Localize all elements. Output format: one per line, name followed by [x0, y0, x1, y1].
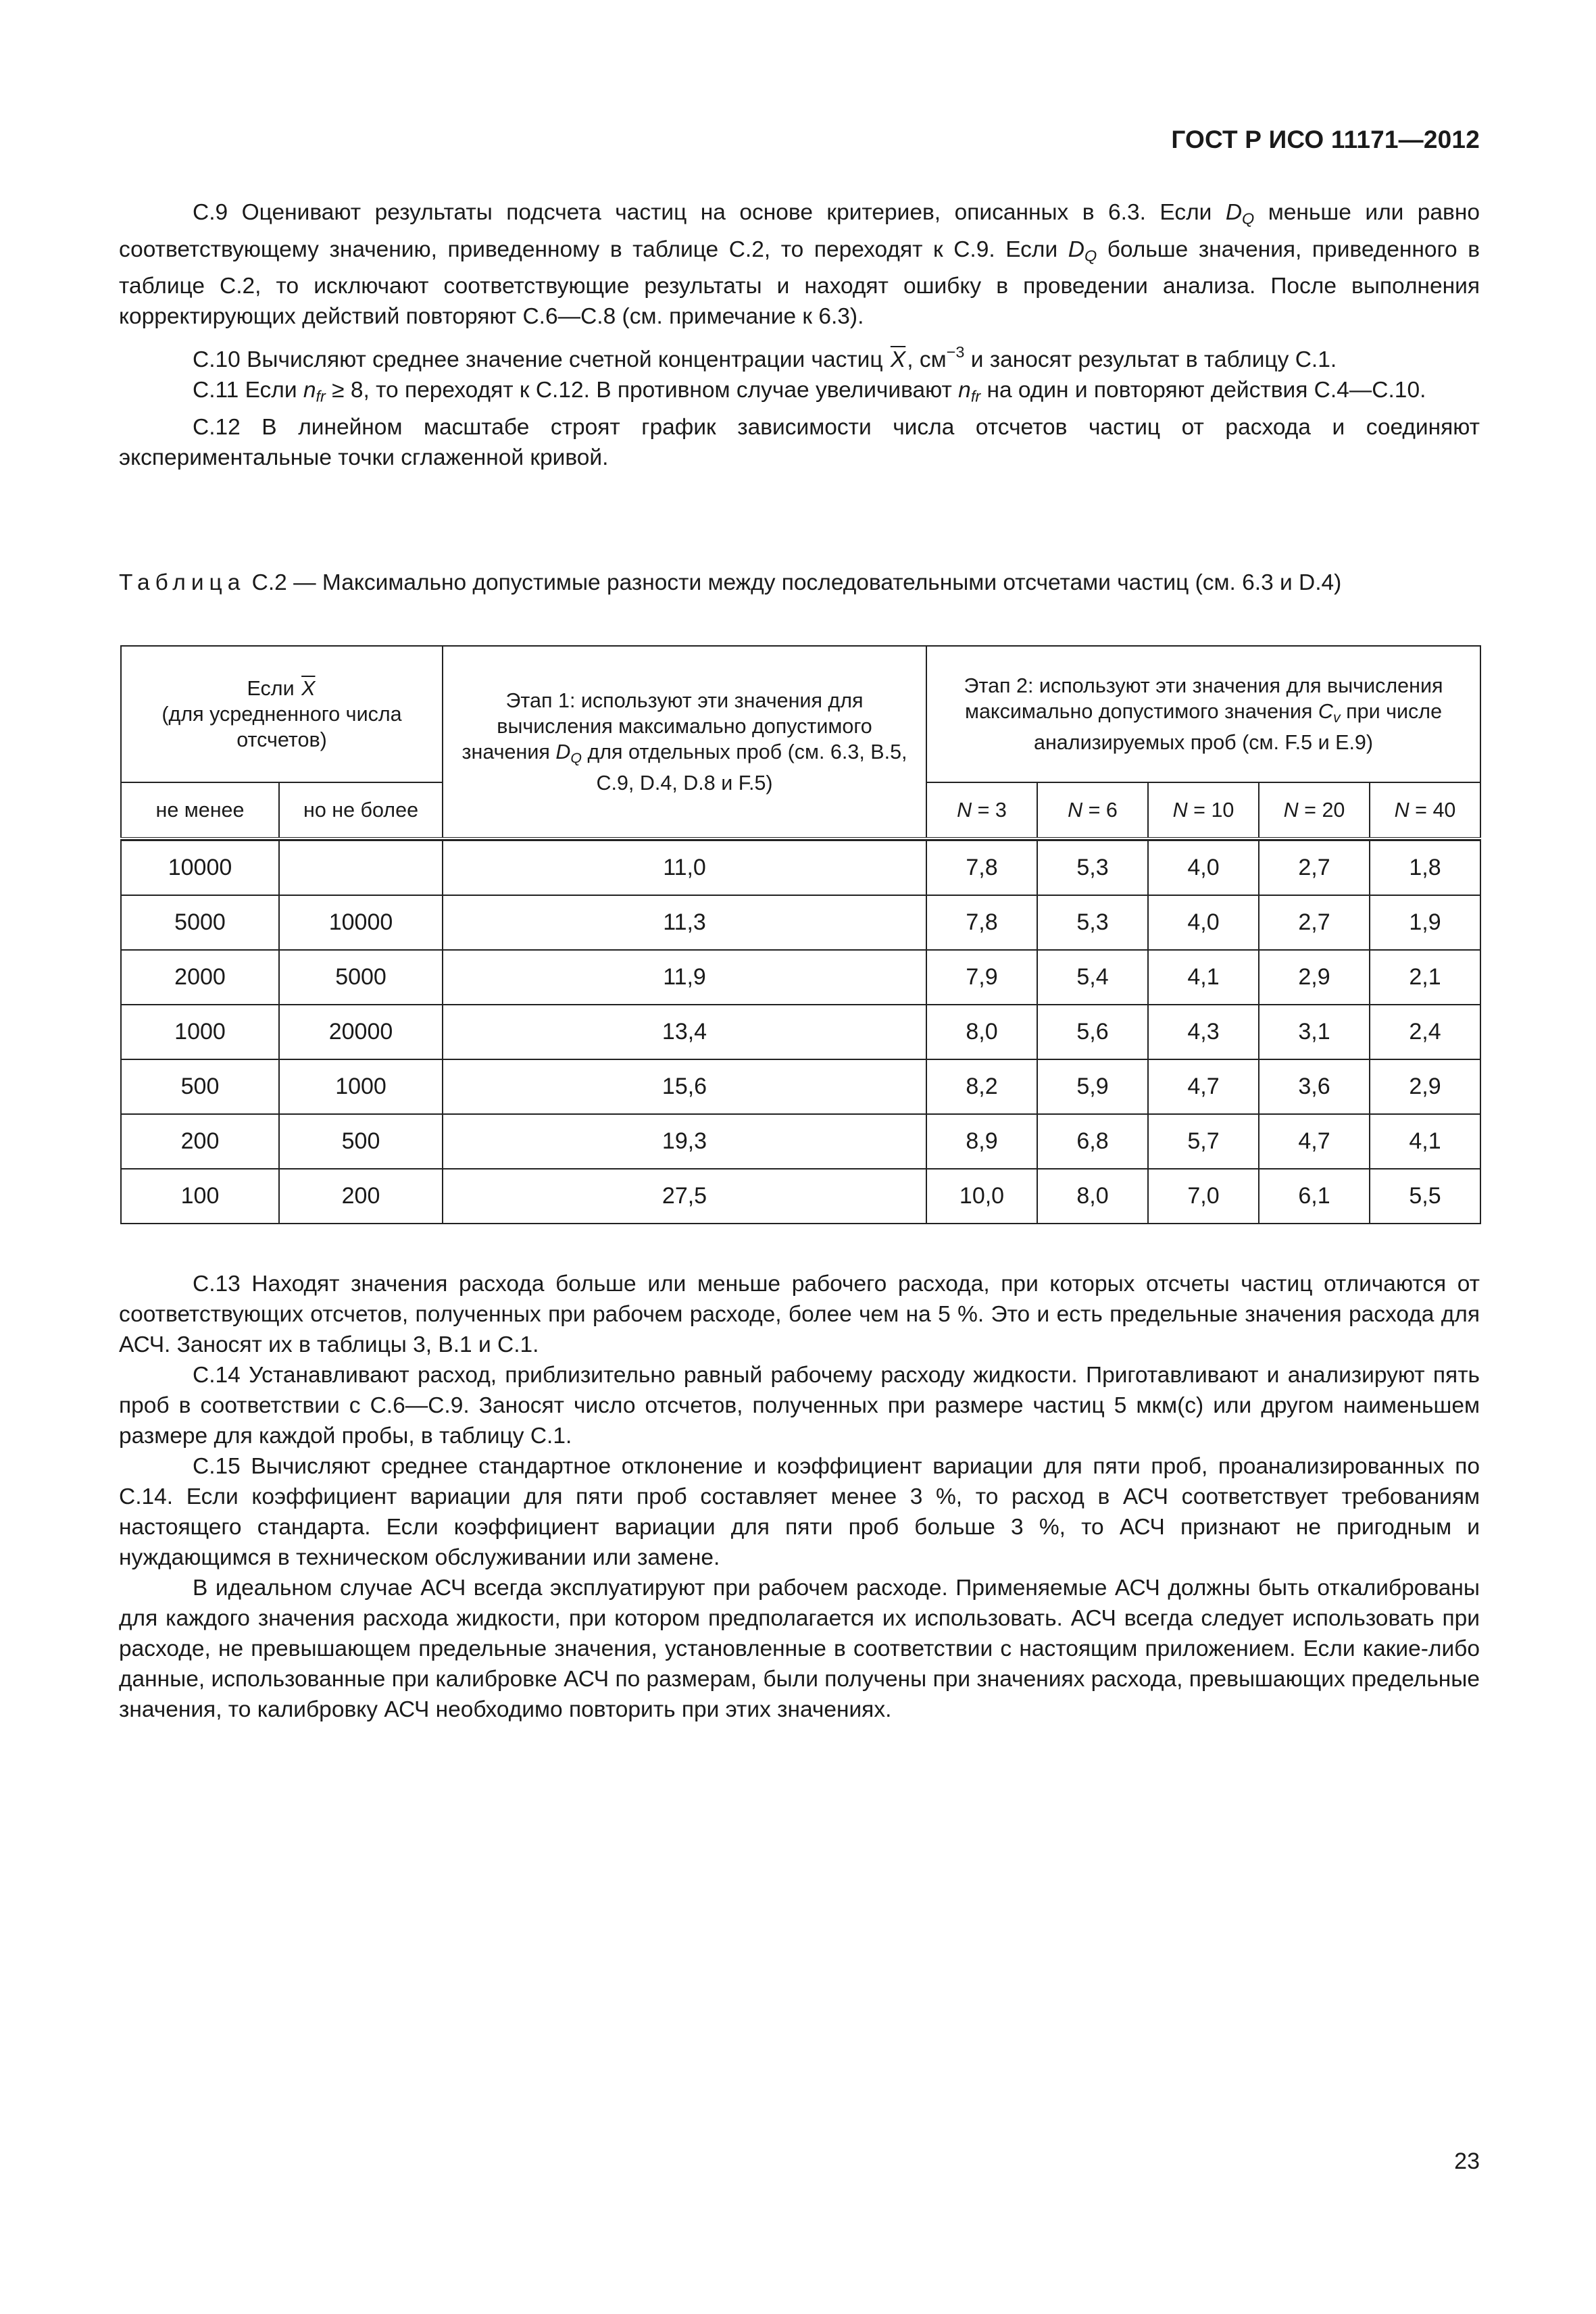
text-block-top [119, 197, 1480, 473]
header-n10: N = 10 [1148, 782, 1259, 838]
table-row: 500 1000 15,6 8,2 5,9 4,7 3,6 2,9 [121, 1059, 1480, 1114]
paragraph-ideal: В идеальном случае АСЧ всегда эксплуатируют при рабочем расходе. Применяемые АСЧ должны быть откалиброваны для каждого значения расхода жидкости, при котором предполагается их использовать. АСЧ всегда следует использовать при расходе, не превышающем предельные значения, установленные в соответствии с настоящим приложением. Если какие-либо данные, использованные при калибровке АСЧ по размерам, были получены при значениях расхода, превышающих предельные значения, то калибровку АСЧ необходимо повторить при этих значениях. [119, 1576, 1480, 1722]
x-mean-symbol: $\overline{X}$ [890, 347, 906, 373]
paragraph-c13: С.13 Находят значения расхода больше или меньше рабочего расхода, при которых отсчеты частиц отличаются от соответствующих отсчетов, полученных при рабочем расходе, более чем на 5 %. Это и есть предельные значения расхода для АСЧ. Заносят их в таблицы 3, В.1 и С.1. [119, 1272, 1480, 1357]
table-row: 5000 10000 11,3 7,8 5,3 4,0 2,7 1,9 [121, 895, 1480, 950]
header-if-x: Если $\overline{X}$ (для усредненного числа отсчетов) [121, 646, 443, 782]
header-n20: N = 20 [1259, 782, 1370, 838]
header-min: не менее [121, 782, 279, 838]
header-stage1: Этап 1: используют эти значения для вычисления максимально допустимого значения $D_Q$ для отдельных проб (см. 6.3, В.5, С.9, D.4, D.8 и F.5) [443, 646, 926, 838]
table-c2 [120, 645, 1481, 1224]
paragraph-c14: С.14 Устанавливают расход, приблизительно равный рабочему расходу жидкости. Приготавливают и анализируют пять проб в соответствии с С.6—С.9. Заносят число отсчетов, полученных при размере частиц 5 мкм(с) или другом наименьшем размере для каждой пробы, в таблицу С.1. [119, 1363, 1480, 1449]
table-row: 10000 11,0 7,8 5,3 4,0 2,7 1,8 [121, 840, 1480, 895]
paragraph-c9: С.9 Оценивают результаты подсчета частиц на основе критериев, описанных в 6.3. Если $D_Q$ меньше или равно соответствующему значению, приведенному в таблице С.2, то переходят к С.9. Если $D_Q$ больше значения, приведенного в таблице С.2, то исключают соответствующие результаты и находят ошибку в проведении анализа. После выполнения корректирующих действий повторяют С.6—С.8 (см. примечание к 6.3). [119, 200, 1480, 330]
table-row: 1000 20000 13,4 8,0 5,6 4,3 3,1 2,4 [121, 1005, 1480, 1059]
table-row: 200 500 19,3 8,9 6,8 5,7 4,7 4,1 [121, 1114, 1480, 1169]
header-n3: N = 3 [926, 782, 1037, 838]
header-n6: N = 6 [1037, 782, 1148, 838]
header-n40: N = 40 [1370, 782, 1480, 838]
table-row: 2000 5000 11,9 7,9 5,4 4,1 2,9 2,1 [121, 950, 1480, 1005]
header-max: но не более [279, 782, 443, 838]
table-caption: Таблица С.2 — Максимально допустимые разности между последовательными отсчетами частиц (см. 6.3 и D.4) [119, 570, 1342, 595]
paragraph-c10: С.10 Вычисляют среднее значение счетной концентрации частиц $\overline{X}$, $см^{-3}$ и заносят результат в таблицу С.1. [193, 343, 1337, 373]
paragraph-c15: С.15 Вычисляют среднее стандартное отклонение и коэффициент вариации для пяти проб, проанализированных по С.14. Если коэффициент вариации для пяти проб составляет менее 3 %, то расход в АСЧ соответствует требованиям настоящего стандарта. Если коэффициент вариации для пяти проб больше 3 %, то АСЧ признают не пригодным и нуждающимся в техническом обслуживании или замене. [119, 1454, 1480, 1570]
header-stage2: Этап 2: используют эти значения для вычисления максимально допустимого значения $C_v$ при числе анализируемых проб (см. F.5 и Е.9) [926, 646, 1480, 782]
text-block-bottom [119, 1269, 1480, 1725]
table-row: 100 200 27,5 10,0 8,0 7,0 6,1 5,5 [121, 1169, 1480, 1224]
paragraph-c12: С.12 В линейном масштабе строят график зависимости числа отсчетов частиц от расхода и соединяют экспериментальные точки сглаженной кривой. [119, 414, 1480, 470]
page-number: 23 [1454, 2148, 1480, 2174]
document-code: ГОСТ Р ИСО 11171—2012 [1171, 126, 1480, 153]
paragraph-c11: С.11 Если $n_{fr} \ge 8$, то переходят к С.12. В противном случае увеличивают $n_{fr}$ на один и повторяют действия С.4—С.10. [193, 378, 1426, 405]
